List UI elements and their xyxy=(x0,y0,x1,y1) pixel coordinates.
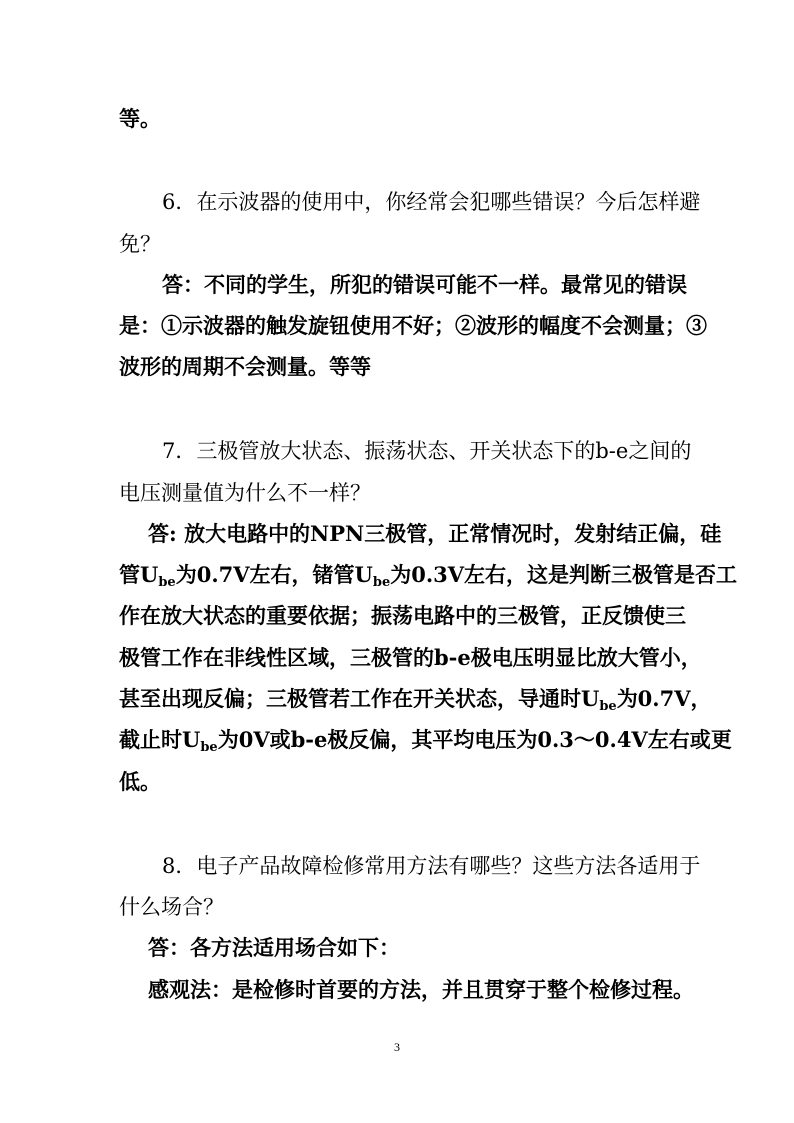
question-6-line-1: 6．在示波器的使用中，你经常会犯哪些错误？今后怎样避 xyxy=(162,190,701,214)
answer-7-line-3: 作在放大状态的重要依据；振荡电路中的三极管，正反馈使三 xyxy=(119,603,686,628)
answer-7-line-6-part-a: 截止时U xyxy=(119,727,201,752)
subscript-be: be xyxy=(372,575,391,590)
subscript-be: be xyxy=(200,740,218,755)
answer-7-line-6-part-b: 为0V或b-e极反偏，其平均电压为0.3～0.4V左右或更 xyxy=(217,727,732,752)
question-7-line-2: 电压测量值为什么不一样？ xyxy=(119,481,371,505)
answer-7-line-5-part-b: 为0.7V， xyxy=(616,686,712,711)
subscript-be: be xyxy=(158,575,176,590)
answer-7-line-2 xyxy=(119,560,737,590)
answer-6-line-1: 答：不同的学生，所犯的错误可能不一样。最常见的错误 xyxy=(162,272,687,297)
question-8-line-1: 8．电子产品故障检修常用方法有哪些？这些方法各适用于 xyxy=(162,854,701,878)
answer-7-line-2-part-b: 为0.7V左右，锗管U xyxy=(175,562,373,587)
answer-7-line-2-part-a: 管U xyxy=(119,562,159,587)
text-line: 等。 xyxy=(119,106,161,131)
answer-6-line-2: 是：①示波器的触发旋钮使用不好；②波形的幅度不会测量；③ xyxy=(119,313,707,338)
question-8-line-2: 什么场合？ xyxy=(119,895,224,919)
answer-7-line-4: 极管工作在非线性区域，三极管的b-e极电压明显比放大管小， xyxy=(119,645,702,670)
page-number: 3 xyxy=(394,1040,400,1054)
answer-7-line-6 xyxy=(119,725,732,755)
question-6-line-2: 免？ xyxy=(119,232,161,256)
answer-8-line-2: 感观法：是检修时首要的方法，并且贯穿于整个检修过程。 xyxy=(148,977,694,1002)
answer-7-line-7: 低。 xyxy=(119,769,161,794)
subscript-be: be xyxy=(599,699,617,714)
answer-7-line-5-part-a: 甚至出现反偏；三极管若工作在开关状态，导通时U xyxy=(119,686,600,711)
answer-6-line-3: 波形的周期不会测量。等等 xyxy=(119,354,371,379)
answer-7-line-5 xyxy=(119,684,712,714)
answer-7-line-1: 答: 放大电路中的NPN三极管，正常情况时，发射结正偏，硅 xyxy=(148,521,722,546)
answer-8-line-1: 答：各方法适用场合如下： xyxy=(148,935,400,960)
answer-7-line-2-part-c: 为0.3V左右，这是判断三极管是否工 xyxy=(390,562,738,587)
question-7-line-1: 7．三极管放大状态、振荡状态、开关状态下的b-e之间的 xyxy=(162,439,692,463)
